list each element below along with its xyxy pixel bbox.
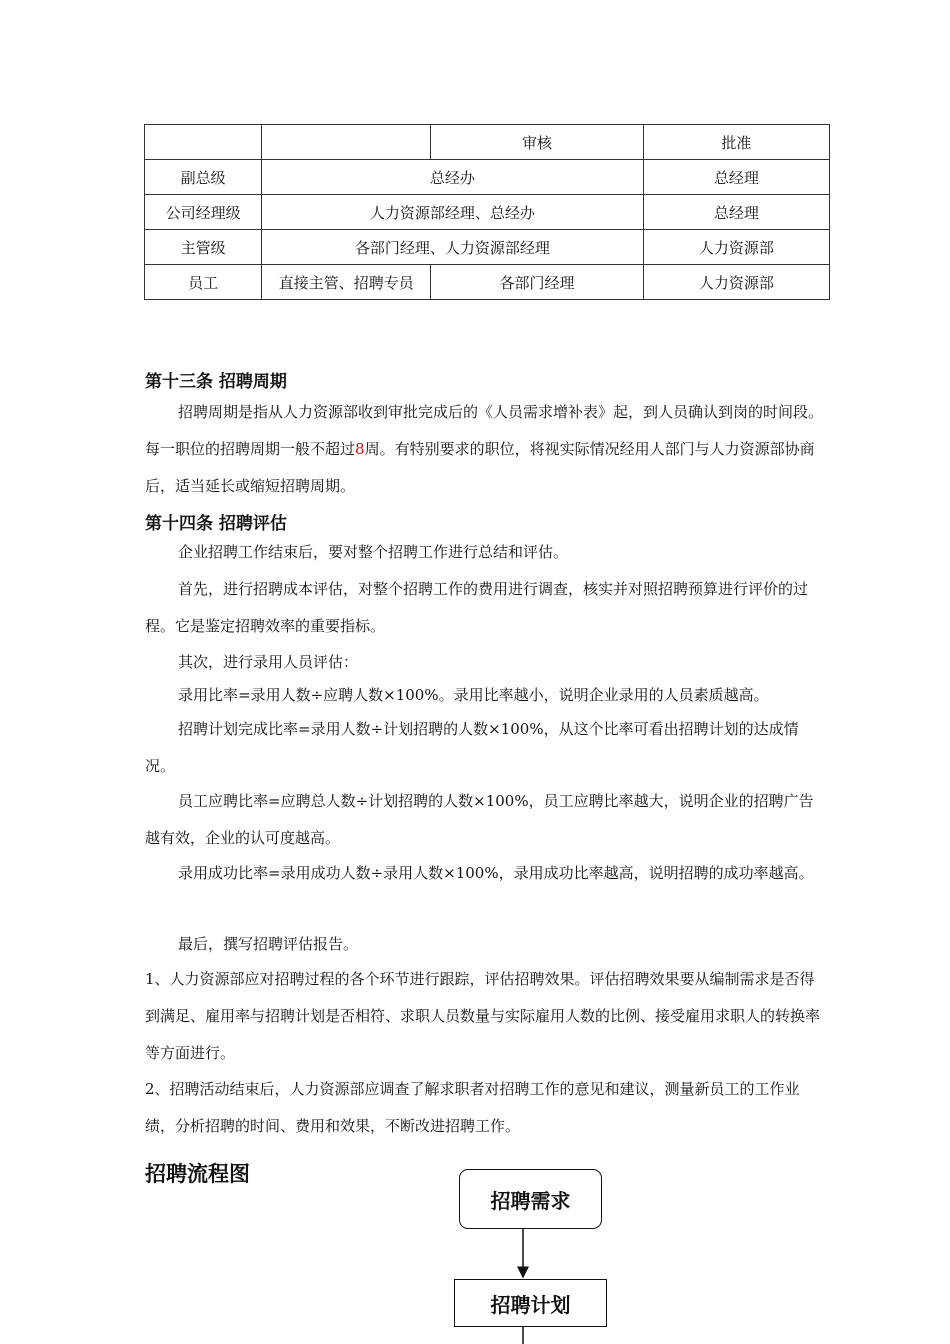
- paragraph: 员工应聘比率=应聘总人数÷计划招聘的人数×100%，员工应聘比率越大，说明企业的招聘广告越有效，企业的认可度越高。: [145, 792, 814, 847]
- review-cell: 直接主管、招聘专员: [262, 265, 431, 300]
- paragraph: 其次，进行录用人员评估：: [178, 653, 359, 671]
- review-cell: 各部门经理、人力资源部经理: [262, 230, 644, 265]
- paragraph: 首先，进行招聘成本评估，对整个招聘工作的费用进行调查，核实并对照招聘预算进行评价的过程。它是鉴定招聘效率的重要指标。: [145, 580, 809, 635]
- review-cell: 总经办: [262, 160, 644, 195]
- level-cell: 员工: [145, 265, 262, 300]
- review-cell: 各部门经理: [431, 265, 643, 300]
- period-weeks-value: 8: [355, 440, 365, 458]
- flow-node-recruitment-demand: 招聘需求: [459, 1169, 602, 1229]
- paragraph: 企业招聘工作结束后，要对整个招聘工作进行总结和评估。: [178, 543, 569, 561]
- approval-table: [144, 124, 830, 300]
- table-row: [145, 160, 830, 195]
- paragraph-text: 周。有特别要求的职位，将视实际情况经用人部门与人力资源部协商后，适当延长或缩短招聘周期。: [145, 440, 815, 495]
- approve-cell: 总经理: [643, 160, 829, 195]
- table-row: [145, 195, 830, 230]
- table-header-cell: [262, 125, 431, 160]
- paragraph: 1、人力资源部应对招聘过程的各个环节进行跟踪，评估招聘效果。评估招聘效果要从编制需求是否得到满足、雇用率与招聘计划是否相符、求职人员数量与实际雇用人数的比例、接受雇用求职人的转换率等方面进行。: [145, 970, 821, 1062]
- flow-node-recruitment-plan: 招聘计划: [454, 1279, 607, 1327]
- table-row: [145, 265, 830, 300]
- approve-cell: 总经理: [643, 195, 829, 230]
- level-cell: 主管级: [145, 230, 262, 265]
- paragraph: 录用成功比率=录用成功人数÷录用人数×100%，录用成功比率越高，说明招聘的成功率越高。: [178, 864, 814, 882]
- section-13-paragraph: [145, 394, 825, 505]
- flowchart-title: 招聘流程图: [145, 1162, 250, 1186]
- table-header-row: [145, 125, 830, 160]
- table-header-cell: 批准: [643, 125, 829, 160]
- section-14-title: 第十四条 招聘评估: [145, 514, 287, 534]
- level-cell: 副总级: [145, 160, 262, 195]
- table-header-cell: [145, 125, 262, 160]
- table-header-cell: 审核: [431, 125, 643, 160]
- paragraph: 2、招聘活动结束后，人力资源部应调查了解求职者对招聘工作的意见和建议，测量新员工的工作业绩，分析招聘的时间、费用和效果，不断改进招聘工作。: [145, 1080, 800, 1135]
- paragraph: 最后，撰写招聘评估报告。: [178, 935, 359, 953]
- table-row: [145, 230, 830, 265]
- section-13-title: 第十三条 招聘周期: [145, 372, 287, 392]
- approve-cell: 人力资源部: [643, 230, 829, 265]
- paragraph: 录用比率=录用人数÷应聘人数×100%。录用比率越小，说明企业录用的人员素质越高。: [178, 686, 769, 704]
- paragraph-text: 招聘周期是指从人力资源部收到审批完成后的《人员需求增补表》起，到人员确认到岗的时间段。每一职位的招聘周期一般不超过: [145, 403, 824, 458]
- review-cell: 人力资源部经理、总经办: [262, 195, 644, 230]
- approve-cell: 人力资源部: [643, 265, 829, 300]
- paragraph: 招聘计划完成比率=录用人数÷计划招聘的人数×100%，从这个比率可看出招聘计划的达成情况。: [145, 720, 799, 775]
- level-cell: 公司经理级: [145, 195, 262, 230]
